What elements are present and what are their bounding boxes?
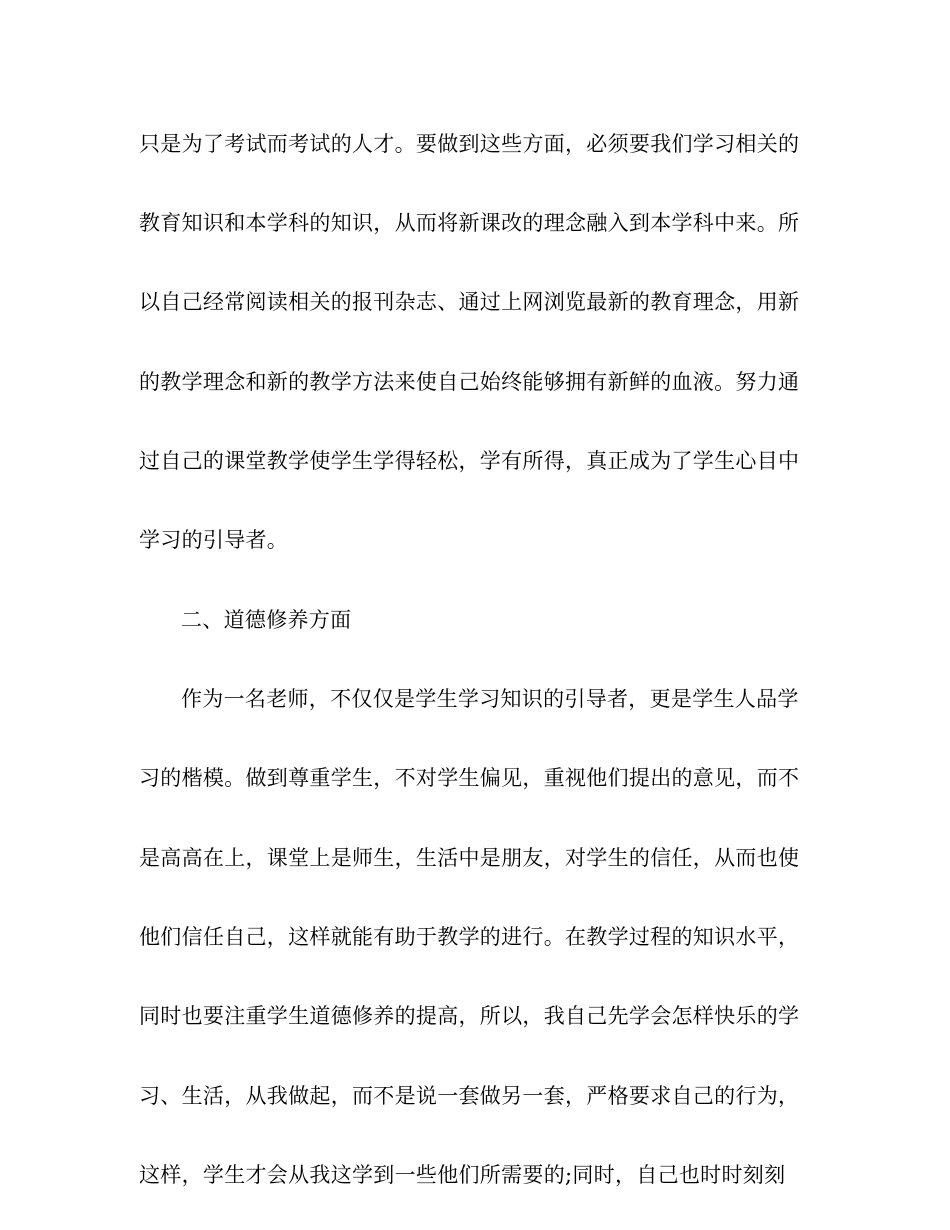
text-line: 只是为了考试而考试的人才。要做到这些方面，必须要我们学习相关的 [139,132,800,156]
text-line: 过自己的课堂教学使学生学得轻松，学有所得，真正成为了学生心目中 [139,449,800,473]
text-line: 教育知识和本学科的知识，从而将新课改的理念融入到本学科中来。所 [139,211,800,235]
section-heading: 二、道德修养方面 [181,608,352,632]
text-line: 以自己经常阅读相关的报刊杂志、通过上网浏览最新的教育理念，用新 [139,290,800,314]
text-line: 是高高在上，课堂上是师生，生活中是朋友，对学生的信任，从而也使 [139,846,800,870]
text-line: 的教学理念和新的教学方法来使自己始终能够拥有新鲜的血液。努力通 [139,370,800,394]
text-line: 这样，学生才会从我这学到一些他们所需要的;同时，自己也时时刻刻 [139,1163,786,1187]
text-line: 作为一名老师，不仅仅是学生学习知识的引导者，更是学生人品学 [181,687,799,711]
text-line: 习、生活，从我做起，而不是说一套做另一套，严格要求自己的行为， [139,1084,800,1108]
text-line: 习的楷模。做到尊重学生，不对学生偏见，重视他们提出的意见，而不 [139,766,800,790]
text-line: 学习的引导者。 [139,528,289,552]
text-line: 他们信任自己，这样就能有助于教学的进行。在教学过程的知识水平， [139,925,800,949]
text-line: 同时也要注重学生道德修养的提高，所以，我自己先学会怎样快乐的学 [139,1004,800,1028]
